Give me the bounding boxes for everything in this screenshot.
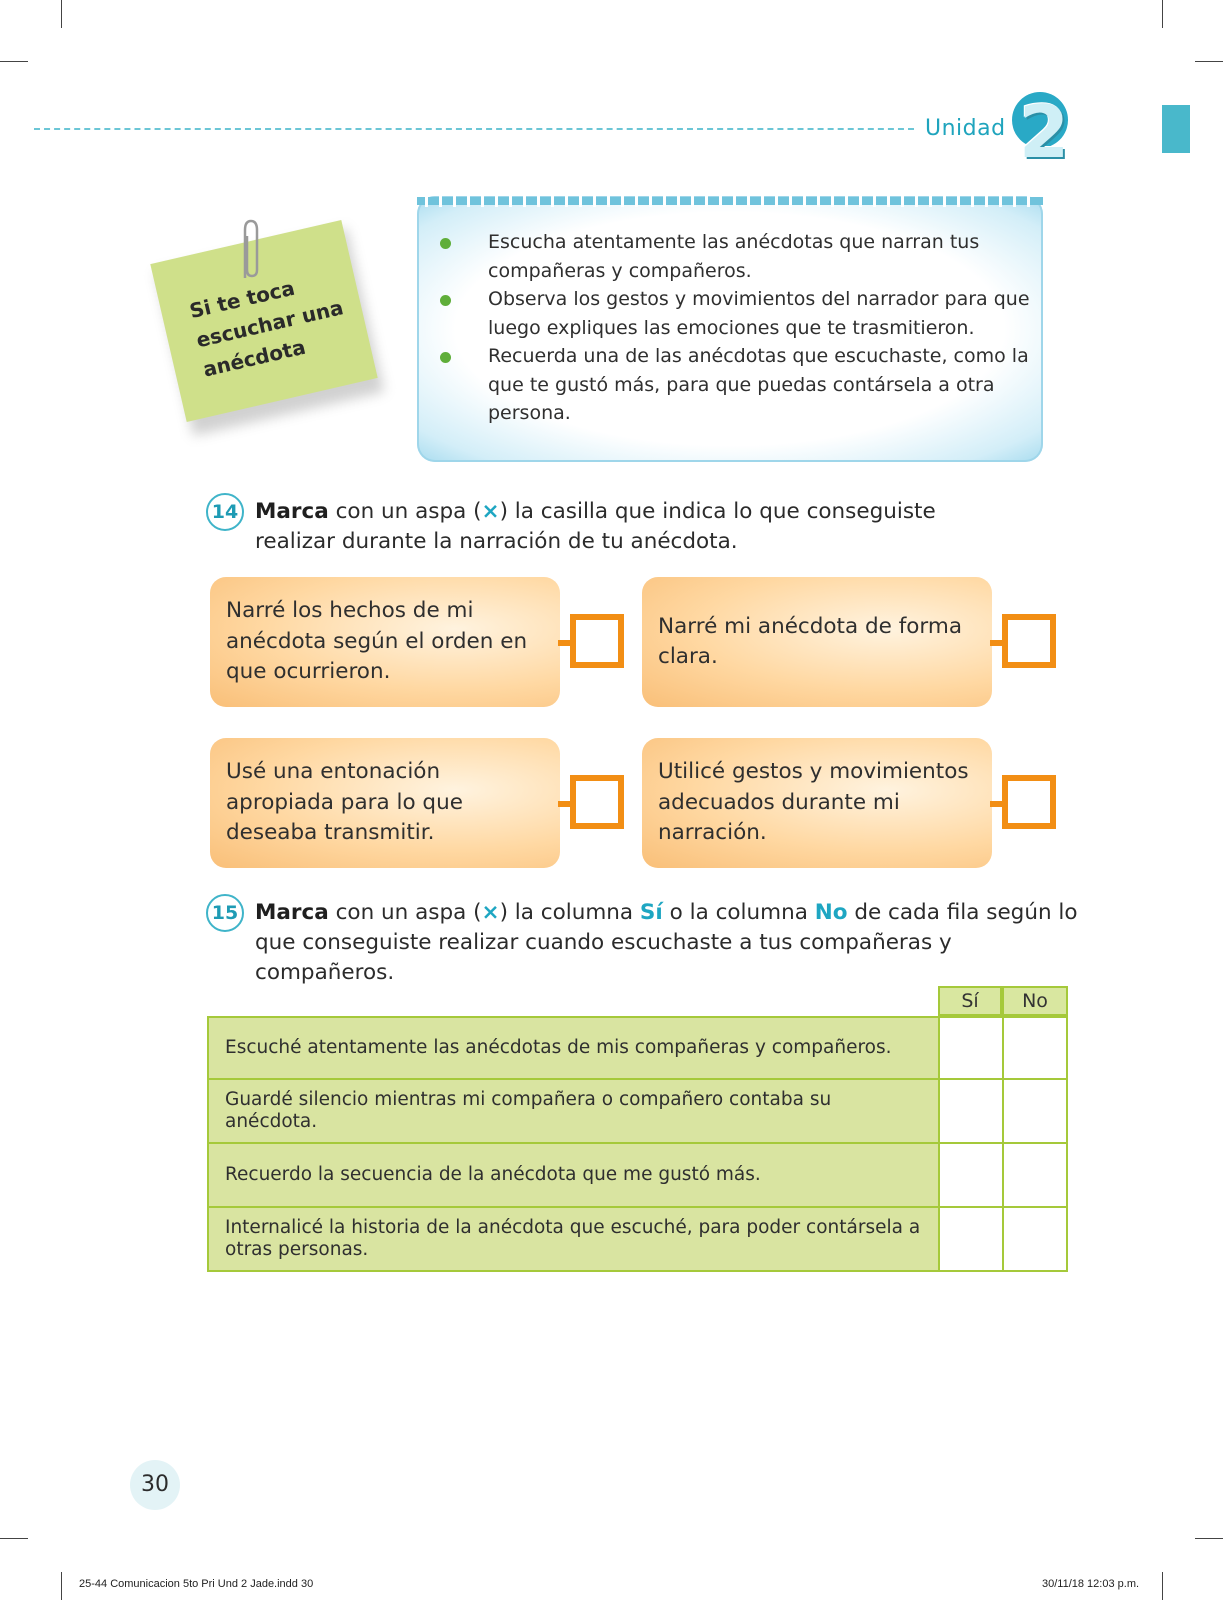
option-checkbox[interactable] <box>570 614 624 668</box>
footer-date: 30/11/18 12:03 p.m. <box>1042 1578 1140 1590</box>
q15-verb: Marca <box>255 900 329 925</box>
crop-mark <box>1195 1538 1223 1539</box>
bullet-icon <box>440 352 451 363</box>
table-row <box>207 1208 1068 1272</box>
row-label: Guardé silencio mientras mi compañera o compañero contaba su anécdota. <box>209 1080 940 1142</box>
header-dashed-line <box>34 128 914 130</box>
question-15-text <box>255 898 1085 988</box>
tip-item <box>436 285 1036 342</box>
crop-mark <box>0 61 28 62</box>
crop-mark <box>61 1572 62 1600</box>
crop-mark <box>1162 1572 1163 1600</box>
no-cell[interactable] <box>1004 1080 1066 1142</box>
option-card <box>210 738 560 868</box>
tip-item <box>436 228 1036 285</box>
option-checkbox[interactable] <box>570 775 624 829</box>
option-checkbox[interactable] <box>1002 775 1056 829</box>
aspa-mark: × <box>481 900 500 925</box>
q15-text-c: o la columna <box>662 900 815 925</box>
question-14-text <box>255 497 1015 557</box>
option-card <box>642 738 992 868</box>
option-card <box>642 577 992 707</box>
option-checkbox[interactable] <box>1002 614 1056 668</box>
option-text: Usé una entonación apropiada para lo que deseaba transmitir. <box>226 759 463 846</box>
row-label: Recuerdo la secuencia de la anécdota que me gustó más. <box>209 1144 940 1206</box>
tip-item <box>436 342 1036 428</box>
row-label: Internalicé la historia de la anécdota que escuché, para poder contársela a otras personas. <box>209 1208 940 1270</box>
bullet-icon <box>440 295 451 306</box>
spiral-binding-icon <box>417 192 1043 210</box>
column-header-yes: Sí <box>938 986 1002 1016</box>
unit-number: 2 <box>1018 90 1070 174</box>
tip-text: Escucha atentamente las anécdotas que narran tus compañeras y compañeros. <box>488 231 980 282</box>
no-cell[interactable] <box>1004 1018 1066 1078</box>
paperclip-icon <box>236 218 262 282</box>
bullet-icon <box>440 238 451 249</box>
yes-cell[interactable] <box>940 1208 1004 1270</box>
unit-label: Unidad <box>925 116 1006 141</box>
sticky-note-title: Si te toca escuchar una anécdota <box>187 275 346 382</box>
option-text: Narré los hechos de mi anécdota según el orden en que ocurrieron. <box>226 598 528 685</box>
footer-file-name: 25-44 Comunicacion 5to Pri Und 2 Jade.indd 30 <box>79 1578 314 1590</box>
crop-mark <box>1195 61 1223 62</box>
q14-text-a: con un aspa ( <box>328 499 482 524</box>
table-row <box>207 1144 1068 1208</box>
q15-text-b: ) la columna <box>499 900 640 925</box>
option-text: Utilicé gestos y movimientos adecuados durante mi narración. <box>658 759 969 846</box>
q14-text-b: ) la casilla que indica lo que conseguiste realizar durante la narración de tu anécdota. <box>255 499 936 554</box>
table-row <box>207 1080 1068 1144</box>
crop-mark <box>61 0 62 28</box>
edge-tab <box>1162 105 1190 153</box>
crop-mark <box>1162 0 1163 28</box>
option-text: Narré mi anécdota de forma clara. <box>658 613 963 669</box>
yes-cell[interactable] <box>940 1018 1004 1078</box>
q14-verb: Marca <box>255 499 329 524</box>
row-label: Escuché atentamente las anécdotas de mis compañeras y compañeros. <box>209 1018 940 1078</box>
crop-mark <box>0 1538 28 1539</box>
yes-cell[interactable] <box>940 1144 1004 1206</box>
tip-text: Observa los gestos y movimientos del narrador para que luego expliques las emociones que te trasmitieron. <box>488 288 1030 339</box>
q15-text-a: con un aspa ( <box>328 900 482 925</box>
page-number: 30 <box>130 1460 180 1510</box>
no-cell[interactable] <box>1004 1208 1066 1270</box>
column-header-no: No <box>1002 986 1068 1016</box>
aspa-mark: × <box>481 499 500 524</box>
yes-word: Sí <box>639 900 663 925</box>
question-14-number: 14 <box>206 493 244 531</box>
q15-text-d: de cada fila según lo que conseguiste realizar cuando escuchaste a tus compañeras y compañeros. <box>255 900 1078 985</box>
yes-cell[interactable] <box>940 1080 1004 1142</box>
option-card <box>210 577 560 707</box>
tips-list <box>436 228 1036 428</box>
tip-text: Recuerda una de las anécdotas que escuchaste, como la que te gustó más, para que puedas contársela a otra persona. <box>488 345 1029 424</box>
no-cell[interactable] <box>1004 1144 1066 1206</box>
no-word: No <box>814 900 848 925</box>
table-row <box>207 1016 1068 1080</box>
question-15-number: 15 <box>206 894 244 932</box>
